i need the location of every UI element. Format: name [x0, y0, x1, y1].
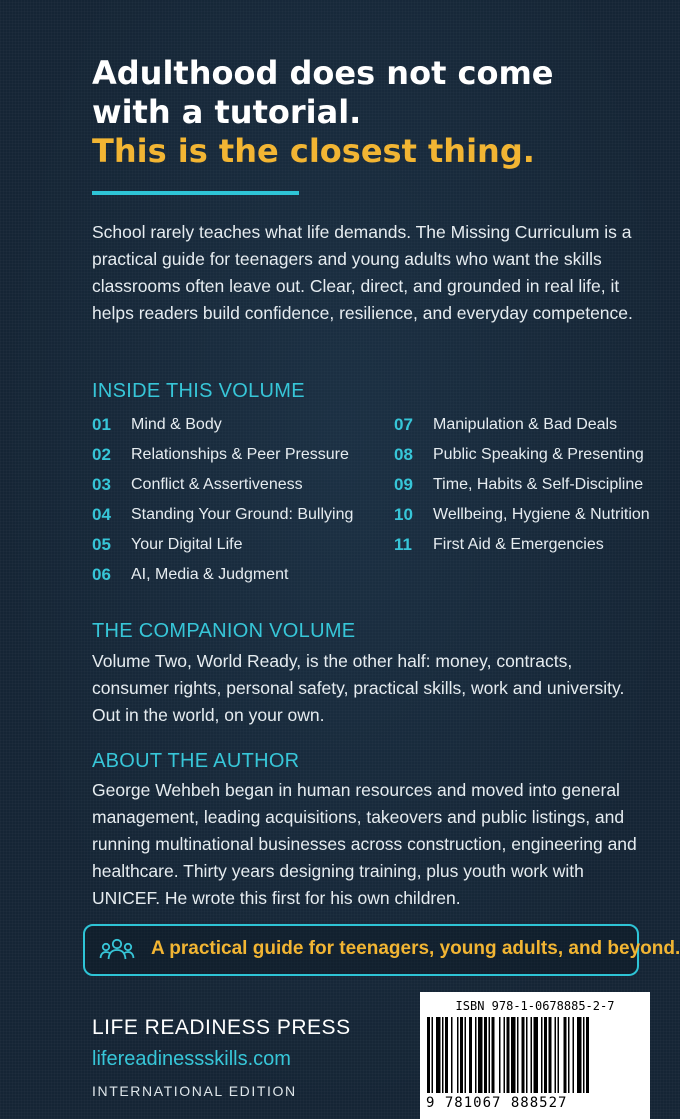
chapter-title: Mind & Body: [131, 416, 222, 433]
chapter-title: Manipulation & Bad Deals: [433, 416, 618, 433]
publisher-name: LIFE READINESS PRESS: [92, 1016, 351, 1039]
headline-tagline: This is the closest thing.: [92, 132, 535, 170]
chapter-number: 05: [92, 535, 111, 554]
publisher-website[interactable]: lifereadinessskills.com: [92, 1048, 291, 1070]
edition-label: INTERNATIONAL EDITION: [92, 1083, 297, 1099]
inside-volume-heading: INSIDE THIS VOLUME: [92, 380, 305, 402]
barcode-bars: [427, 1017, 643, 1093]
chapter-number: 04: [92, 505, 111, 524]
divider-rule: [92, 191, 299, 195]
about-author-text: George Wehbeh began in human resources and moved into general management, leading acquisitions, takeovers and public listings, and running multinational businesses across construction, engineering and healthcare. Thirty years designing training, plus youth work with UNICEF. He wrote this first for his own children.: [92, 780, 637, 908]
chapter-number: 08: [394, 445, 413, 464]
chapter-title: Your Digital Life: [131, 536, 243, 553]
people-group-icon: [99, 937, 135, 963]
companion-volume-text: Volume Two, World Ready, is the other half: money, contracts, consumer rights, personal safety, practical skills, work and university. Out in the world, on your own.: [92, 651, 625, 725]
isbn-barcode: [420, 992, 650, 1119]
audience-callout-box: [83, 924, 680, 976]
chapter-title: Public Speaking & Presenting: [433, 446, 644, 463]
chapter-title: Wellbeing, Hygiene & Nutrition: [433, 506, 650, 523]
chapter-number: 03: [92, 475, 111, 494]
chapter-number: 09: [394, 475, 413, 494]
chapter-title: Conflict & Assertiveness: [131, 476, 303, 493]
chapter-number: 02: [92, 445, 111, 464]
chapter-number: 10: [394, 505, 413, 524]
chapter-title: AI, Media & Judgment: [131, 566, 289, 583]
chapter-number: 01: [92, 415, 111, 434]
companion-volume-heading: THE COMPANION VOLUME: [92, 620, 356, 642]
chapter-title: Time, Habits & Self-Discipline: [433, 476, 644, 493]
headline-line-1: Adulthood does not come: [92, 54, 554, 92]
chapter-number: 11: [394, 535, 412, 554]
isbn-number: ISBN 978-1-0678885-2-7: [455, 999, 615, 1013]
chapter-number: 07: [394, 415, 413, 434]
headline-line-2: with a tutorial.: [92, 93, 362, 131]
chapter-title: First Aid & Emergencies: [433, 536, 604, 553]
chapter-title: Standing Your Ground: Bullying: [131, 506, 354, 523]
intro-paragraph: School rarely teaches what life demands. The Missing Curriculum is a practical guide for teenagers and young adults who want the skills classrooms often leave out. Clear, direct, and grounded in real life, it helps readers build confidence, resilience, and everyday competence.: [92, 222, 633, 323]
barcode-digits: 9 781067 888527: [426, 1095, 568, 1111]
about-author-heading: ABOUT THE AUTHOR: [92, 750, 300, 772]
audience-callout-text: A practical guide for teenagers, young adults, and beyond.: [151, 938, 680, 959]
chapter-number: 06: [92, 565, 111, 584]
chapter-title: Relationships & Peer Pressure: [131, 446, 349, 463]
